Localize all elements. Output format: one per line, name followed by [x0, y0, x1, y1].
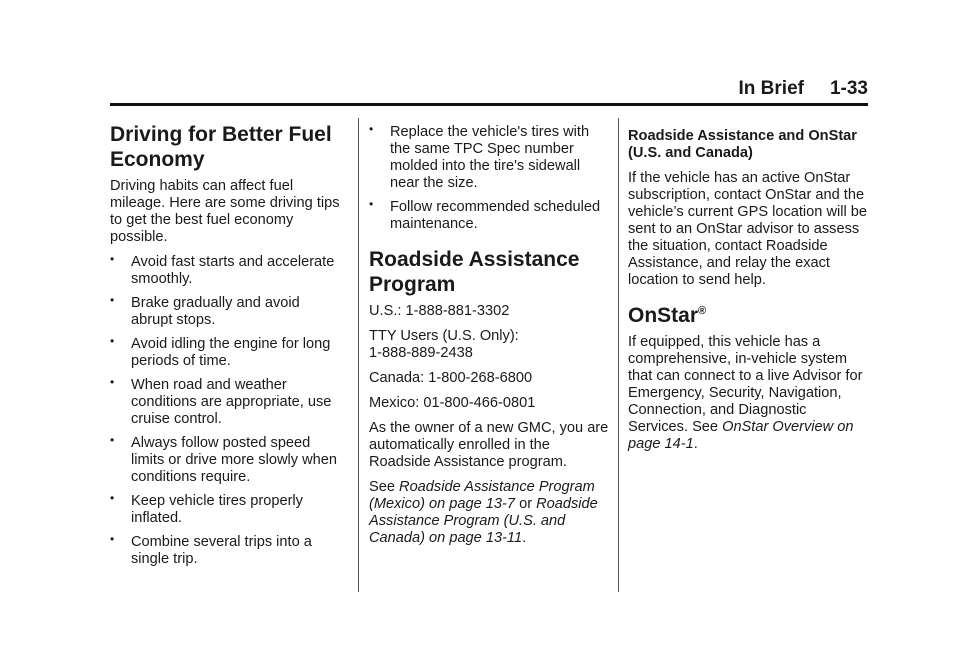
onstar-heading: OnStar® — [628, 304, 707, 327]
onstar-text: If equipped, this vehicle has a comprehensive, in-vehicle system that can connect to a live Advisor for Emergency, Security, Navigation, Connection, and Diagnostic Services. See OnStar Overview on page 14-1. — [628, 334, 863, 452]
see-references: See Roadside Assistance Program (Mexico) on page 13-7 or Roadside Assistance Program (U.S. and Canada) on page 13-11. — [369, 479, 598, 546]
page-number: 1-33 — [829, 78, 868, 99]
fuel-tips-list-continued — [369, 124, 609, 233]
list-item: • Always follow posted speed limits or drive more slowly when conditions require. — [110, 433, 337, 485]
column-divider-2 — [618, 118, 619, 592]
fuel-economy-heading: Driving for Better Fuel Economy — [110, 123, 332, 171]
us-phone: U.S.: 1-888-881-3302 — [369, 303, 510, 319]
list-item: • Avoid idling the engine for long periods of time. — [110, 334, 331, 369]
tty-phone: TTY Users (U.S. Only): 1-888-889-2438 — [369, 328, 519, 361]
fuel-tips-list — [110, 254, 342, 568]
list-item: • When road and weather conditions are appropriate, use cruise control. — [110, 375, 332, 427]
list-item: • Brake gradually and avoid abrupt stops. — [110, 293, 300, 328]
list-item: • Combine several trips into a single trip. — [110, 532, 312, 567]
list-item: • Keep vehicle tires properly inflated. — [110, 491, 303, 526]
roadside-onstar-text: If the vehicle has an active OnStar subscription, contact OnStar and the vehicle’s current GPS location will be sent to an OnStar advisor to assess the situation, contact Roadside Assistance, and relay the exact location to send help. — [628, 170, 868, 288]
reference-link-mexico: Roadside Assistance Program (Mexico) on page 13-7 — [369, 479, 595, 512]
bullet-icon: • — [110, 375, 115, 389]
column-3 — [628, 128, 870, 461]
reference-link-us-canada: Roadside Assistance Program (U.S. and Canada) on page 13-11 — [369, 496, 598, 546]
bullet-icon: • — [369, 122, 374, 136]
bullet-icon: • — [369, 197, 374, 211]
bullet-icon: • — [110, 252, 115, 266]
bullet-icon: • — [110, 293, 115, 307]
fuel-economy-intro: Driving habits can affect fuel mileage. Here are some driving tips to get the best fuel economy possible. — [110, 178, 340, 245]
bullet-icon: • — [110, 491, 115, 505]
list-item: • Avoid fast starts and accelerate smoothly. — [110, 252, 335, 287]
column-divider-1 — [358, 118, 359, 592]
bullet-icon: • — [110, 433, 115, 447]
registered-mark: ® — [698, 305, 707, 317]
column-1 — [110, 122, 342, 575]
reference-link-onstar: OnStar Overview on page 14-1 — [628, 419, 854, 452]
roadside-assistance-heading: Roadside Assistance Program — [369, 248, 580, 296]
header-rule — [110, 103, 868, 106]
list-item: • Replace the vehicle's tires with the same TPC Spec number molded into the tire's sidewall near the size. — [369, 122, 590, 191]
page-header — [0, 78, 868, 100]
mexico-phone: Mexico: 01-800-466-0801 — [369, 395, 536, 411]
canada-phone: Canada: 1-800-268-6800 — [369, 370, 533, 386]
roadside-onstar-subheading: Roadside Assistance and OnStar (U.S. and Canada) — [628, 128, 857, 161]
bullet-icon: • — [110, 532, 115, 546]
bullet-icon: • — [110, 334, 115, 348]
section-title: In Brief — [738, 78, 804, 99]
enrollment-text: As the owner of a new GMC, you are automatically enrolled in the Roadside Assistance program. — [369, 420, 609, 470]
column-2 — [369, 124, 609, 555]
list-item: • Follow recommended scheduled maintenance. — [369, 197, 601, 232]
